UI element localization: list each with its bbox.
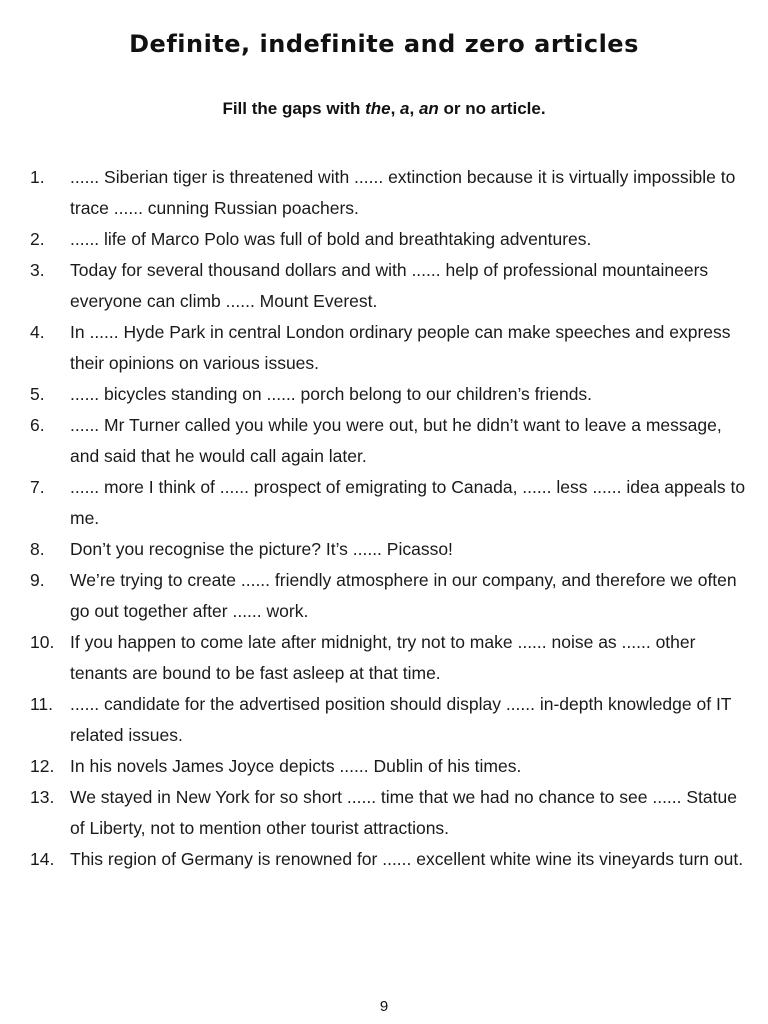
- item-text: In ...... Hyde Park in central London ordinary people can make speeches and express their opinions on various issues.: [70, 322, 731, 373]
- exercise-item-12: [30, 751, 750, 782]
- exercise-item-13: [30, 782, 750, 844]
- item-number: 4.: [30, 322, 45, 342]
- instruction-a: a: [400, 99, 410, 118]
- item-text: If you happen to come late after midnight, try not to make ...... noise as ...... other tenants are bound to be fast asleep at that time.: [70, 632, 696, 683]
- item-text: ...... more I think of ...... prospect of emigrating to Canada, ...... less ...... idea appeals to me.: [70, 477, 746, 528]
- exercise-item-4: [30, 317, 750, 379]
- item-number: 11.: [30, 694, 54, 714]
- item-number: 5.: [30, 384, 45, 404]
- exercise-item-10: [30, 627, 750, 689]
- item-number: 8.: [30, 539, 45, 559]
- page-number: 9: [379, 998, 389, 1015]
- item-text: Don’t you recognise the picture? It’s ...... Picasso!: [70, 539, 453, 559]
- item-number: 3.: [30, 260, 45, 280]
- exercise-item-7: [30, 472, 750, 534]
- exercise-item-9: [30, 565, 750, 627]
- item-number: 6.: [30, 415, 45, 435]
- item-text: ...... life of Marco Polo was full of bold and breathtaking adventures.: [70, 229, 592, 249]
- exercise-item-11: [30, 689, 750, 751]
- exercise-item-8: [30, 534, 750, 565]
- item-number: 14.: [30, 849, 55, 869]
- page-title: Definite, indefinite and zero articles: [129, 30, 639, 59]
- item-text: ...... Siberian tiger is threatened with ...... extinction because it is virtually impossible to trace ...... cunning Russian poachers.: [70, 167, 736, 218]
- item-text: This region of Germany is renowned for ...... excellent white wine its vineyards turn out.: [70, 849, 744, 869]
- item-text: ...... Mr Turner called you while you were out, but he didn’t want to leave a message, and said that he would call again later.: [70, 415, 722, 466]
- item-number: 1.: [30, 167, 45, 187]
- instruction-sep-1: ,: [390, 99, 401, 118]
- instruction-the: the: [365, 99, 391, 118]
- instruction: [0, 99, 768, 119]
- exercise-item-2: [30, 224, 750, 255]
- exercise-item-14: [30, 844, 750, 875]
- exercise-item-1: [30, 162, 750, 224]
- item-text: Today for several thousand dollars and with ...... help of professional mountaineers everyone can climb ...... Mount Everest.: [70, 260, 709, 311]
- item-text: We’re trying to create ...... friendly atmosphere in our company, and therefore we often go out together after ...... work.: [70, 570, 737, 621]
- item-text: In his novels James Joyce depicts ...... Dublin of his times.: [70, 756, 522, 776]
- instruction-prefix: Fill the gaps with: [222, 99, 366, 118]
- item-number: 13.: [30, 787, 55, 807]
- item-number: 10.: [30, 632, 55, 652]
- instruction-sep-2: ,: [409, 99, 419, 118]
- exercise-item-5: [30, 379, 750, 410]
- item-text: ...... candidate for the advertised position should display ...... in-depth knowledge of IT related issues.: [70, 694, 732, 745]
- item-text: ...... bicycles standing on ...... porch belong to our children’s friends.: [70, 384, 593, 404]
- exercise-item-6: [30, 410, 750, 472]
- item-number: 2.: [30, 229, 45, 249]
- instruction-an: an: [418, 99, 439, 118]
- item-number: 7.: [30, 477, 45, 497]
- item-number: 12.: [30, 756, 55, 776]
- instruction-suffix: or no article.: [438, 99, 546, 118]
- exercise-list: [30, 162, 750, 875]
- item-text: We stayed in New York for so short ...... time that we had no chance to see ...... Statue of Liberty, not to mention other tourist attractions.: [70, 787, 737, 838]
- item-number: 9.: [30, 570, 45, 590]
- exercise-item-3: [30, 255, 750, 317]
